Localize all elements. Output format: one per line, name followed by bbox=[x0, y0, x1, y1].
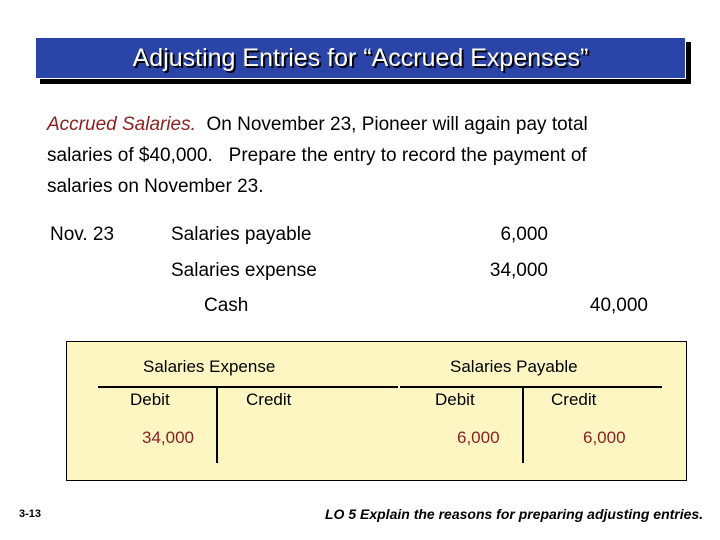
t-account-credit-value: 6,000 bbox=[583, 428, 626, 447]
t-account-debit-value: 34,000 bbox=[142, 428, 194, 447]
t-account-divider bbox=[522, 386, 524, 463]
intro-line-3: salaries on November 23. bbox=[47, 176, 264, 197]
intro-paragraph bbox=[47, 109, 707, 202]
entry-account-3: Cash bbox=[204, 295, 249, 316]
intro-line-2: salaries of $40,000. Prepare the entry to record the payment of bbox=[47, 145, 587, 166]
intro-line-1-rest: On November 23, Pioneer will again pay total bbox=[206, 114, 588, 135]
learning-objective: LO 5 Explain the reasons for preparing adjusting entries. bbox=[325, 506, 704, 522]
t-account-debit-label: Debit bbox=[130, 390, 170, 409]
t-account-divider bbox=[216, 386, 218, 463]
intro-lead: Accrued Salaries. bbox=[47, 114, 196, 135]
entry-account-2: Salaries expense bbox=[171, 260, 317, 281]
entry-account-1: Salaries payable bbox=[171, 224, 312, 245]
t-account-credit-label: Credit bbox=[551, 390, 597, 409]
t-accounts-panel bbox=[66, 341, 687, 481]
page-title: Adjusting Entries for “Accrued Expenses” bbox=[132, 43, 589, 72]
t-account-title: Salaries Payable bbox=[450, 357, 578, 376]
t-account-rule bbox=[400, 386, 662, 388]
slide-number: 3-13 bbox=[19, 508, 42, 520]
t-account-debit-value: 6,000 bbox=[457, 428, 500, 447]
entry-debit-1: 6,000 bbox=[500, 224, 548, 245]
t-account-credit-label: Credit bbox=[246, 390, 292, 409]
entry-date: Nov. 23 bbox=[50, 224, 115, 245]
intro-line-1 bbox=[47, 109, 707, 140]
entry-credit-3: 40,000 bbox=[589, 295, 648, 316]
title-bar bbox=[35, 37, 686, 79]
entry-debit-2: 34,000 bbox=[489, 260, 548, 281]
t-account-rule bbox=[98, 386, 398, 388]
t-account-title: Salaries Expense bbox=[143, 357, 276, 376]
t-account-debit-label: Debit bbox=[435, 390, 475, 409]
